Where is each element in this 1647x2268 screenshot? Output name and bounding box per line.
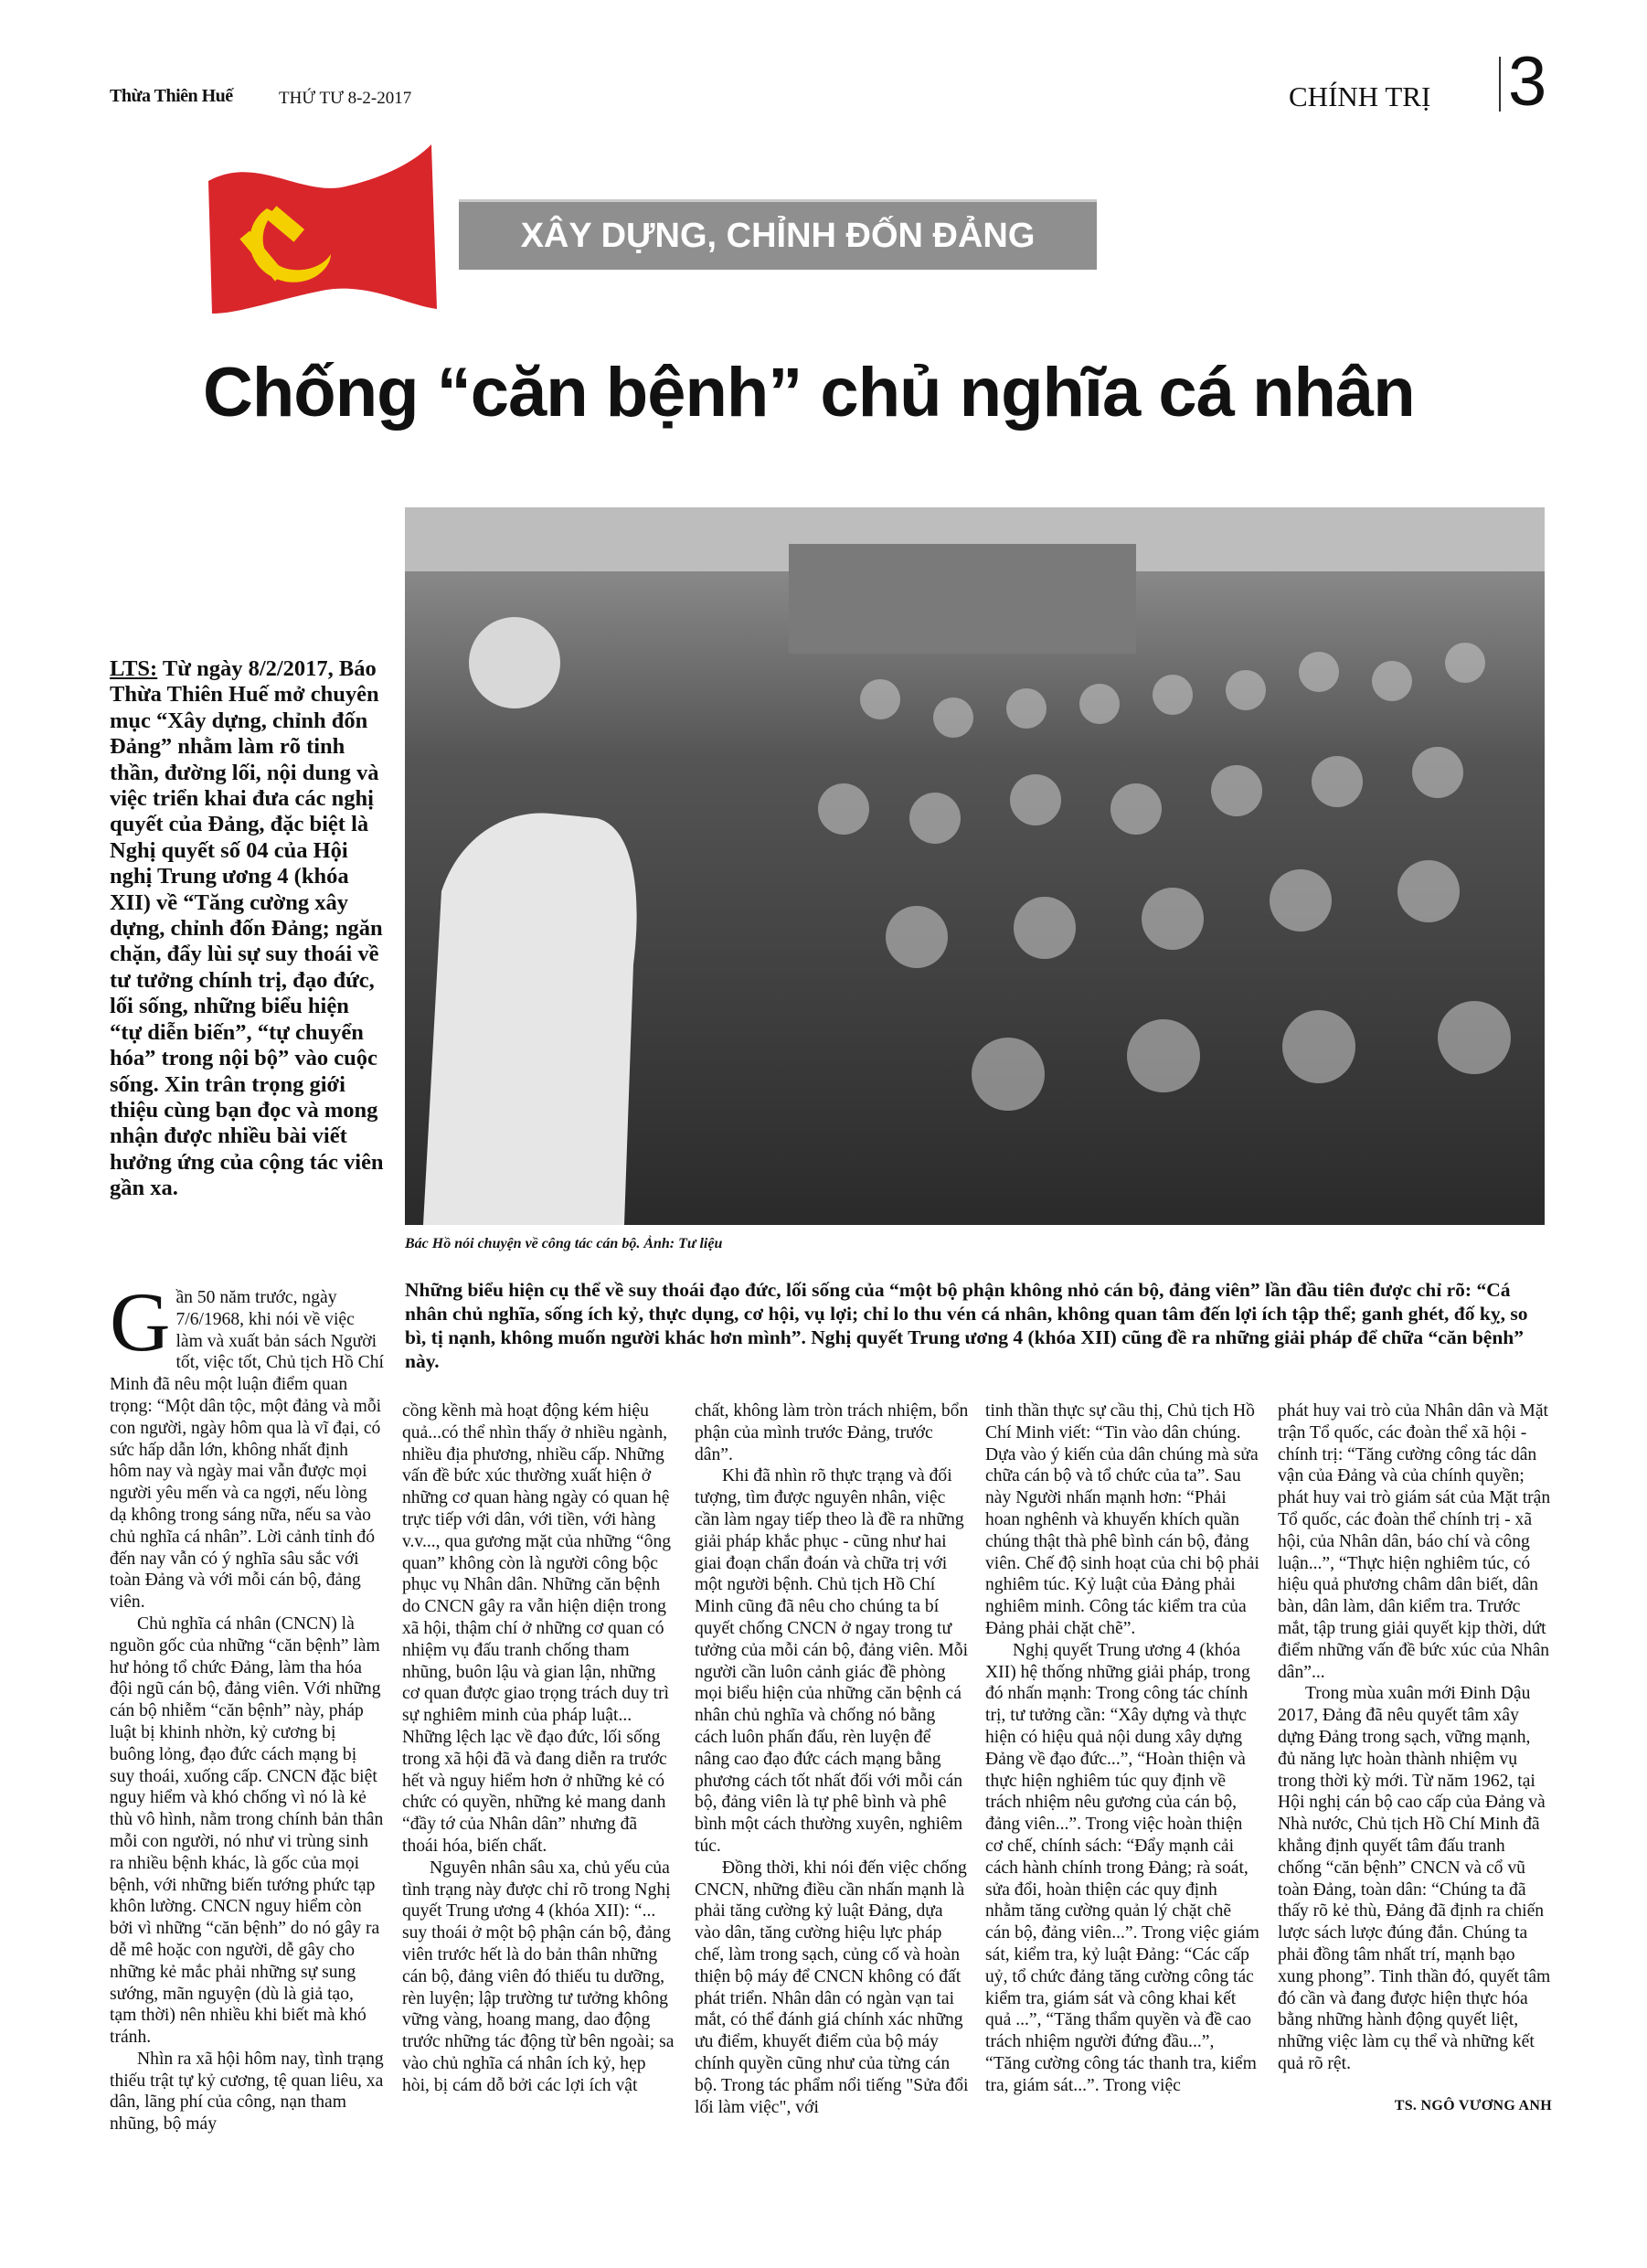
body-paragraph: Nguyên nhân sâu xa, chủ yếu của tình trạng này được chỉ rõ trong Nghị quyết Trung ương 4 (khóa XII): “... suy thoái ở một bộ phận cán bộ, đảng viên trước hết là do bản thân những cán bộ, đảng viên đó thiếu tu dưỡng, rèn luyện; lập trường tư tưởng không vững vàng, hoang mang, dao động trước những tác động từ bên ngoài; sa vào chủ nghĩa cá nhân ích kỷ, hẹp hòi, bị cám dỗ bởi các lợi ích vật <box>402 1858 675 2095</box>
body-paragraph: tinh thần thực sự cầu thị, Chủ tịch Hồ Chí Minh viết: “Tin vào dân chúng. Dựa vào ý kiến của dân chúng mà sửa chữa cán bộ và tổ chức của ta”. Sau này Người nhấn mạnh hơn: “Phải hoan nghênh và khuyến khích quần chúng thật thà phê bình cán bộ, đảng viên. Chế độ sinh hoạt của chi bộ phải nghiêm túc. Kỷ luật của Đảng phải nghiêm minh. Công tác kiểm tra của Đảng phải chặt chẽ”. <box>985 1401 1259 1638</box>
body-paragraph: Nhìn ra xã hội hôm nay, tình trạng thiếu trật tự kỷ cương, tệ quan liêu, xa dân, lãng phí của công, nạn tham nhũng, bộ máy <box>110 2049 384 2135</box>
page-number: 3 <box>1508 43 1547 121</box>
column-banner-label: XÂY DỰNG, CHỈNH ĐỐN ĐẢNG <box>520 217 1036 255</box>
body-column-1 <box>110 1275 384 2135</box>
editor-note-text: Từ ngày 8/2/2017, Báo Thừa Thiên Huế mở chuyên mục “Xây dựng, chỉnh đốn Đảng” nhằm làm rõ tinh thần, đường lối, nội dung và việc triển khai đưa các nghị quyết của Đảng, đặc biệt là Nghị quyết số 04 của Hội nghị Trung ương 4 (khóa XII) về “Tăng cường xây dựng, chỉnh đốn Đảng; ngăn chặn, đẩy lùi sự suy thoái về tư tưởng chính trị, đạo đức, lối sống, những biểu hiện “tự diễn biến”, “tự chuyển hóa” trong nội bộ” vào cuộc sống. Xin trân trọng giới thiệu cùng bạn đọc và mong nhận được nhiều bài viết hưởng ứng của cộng tác viên gần xa. <box>110 656 384 1201</box>
author-byline: TS. NGÔ VƯƠNG ANH <box>1394 2097 1552 2114</box>
article-title <box>203 352 1546 434</box>
article-lead: Những biểu hiện cụ thể về suy thoái đạo đức, lối sống của “một bộ phận không nhỏ cán bộ, đảng viên” lần đầu tiên được chỉ rõ: “Cá nhân chủ nghĩa, sống ích kỷ, thực dụng, cơ hội, vụ lợi; chỉ lo thu vén cá nhân, không quan tâm đến lợi ích tập thể; ganh ghét, đố kỵ, so bì, tị nạnh, không muốn người khác hơn mình”. Nghị quyết Trung ương 4 (khóa XII) cũng đề ra những giải pháp để chữa “căn bệnh” này. <box>405 1279 1528 1372</box>
article-photo <box>405 507 1545 1225</box>
issue-date: THỨ TƯ 8-2-2017 <box>279 89 412 108</box>
body-column-3 <box>695 1400 969 2118</box>
body-column-5 <box>1278 1400 1552 2117</box>
body-paragraph: ần 50 năm trước, ngày 7/6/1968, khi nói về việc làm và xuất bản sách Người tốt, việc tốt, Chủ tịch Hồ Chí Minh đã nêu một luận điểm quan trọng: “Một dân tộc, một đảng và mỗi con người, ngày hôm qua là vĩ đại, có sức hấp dẫn lớn, không nhất định hôm nay và ngày mai vẫn được mọi người yêu mến và ca ngợi, nếu lòng dạ không trong sáng nữa, nếu sa vào chủ nghĩa cá nhân”. Lời cảnh tỉnh đó đến nay vẫn có ý nghĩa sâu sắc với toàn Đảng và với mỗi cán bộ, đảng viên. <box>110 1288 384 1613</box>
body-paragraph: Khi đã nhìn rõ thực trạng và đối tượng, tìm được nguyên nhân, việc cần làm ngay tiếp theo là đề ra những giải pháp khắc phục - cũng như hai giai đoạn chẩn đoán và chữa trị với một người bệnh. Chủ tịch Hồ Chí Minh cũng đã nêu cho chúng ta bí quyết chống CNCN ở ngay trong tư tưởng của mỗi cán bộ, đảng viên. Mỗi người cần luôn cảnh giác đề phòng mọi biểu hiện của những căn bệnh cá nhân chủ nghĩa và chống nó bằng cách luôn phấn đấu, rèn luyện để nâng cao đạo đức cách mạng bằng phương cách tốt nhất đối với mỗi cán bộ, đảng viên là tự phê bình và phê bình một cách thường xuyên, nghiêm túc. <box>695 1466 969 1856</box>
section-name: CHÍNH TRỊ <box>1289 80 1431 112</box>
header-divider <box>1499 57 1501 112</box>
body-paragraph: Đồng thời, khi nói đến việc chống CNCN, những điều cần nhấn mạnh là phải tăng cường kỷ luật Đảng, dựa vào dân, tăng cường hiệu lực pháp chế, làm trong sạch, củng cố và hoàn thiện bộ máy để CNCN không có đất phát triển. Nhân dân có ngàn vạn tai mắt, có thể đánh giá chính xác những ưu điểm, khuyết điểm của bộ máy chính quyền cũng như của từng cán bộ. Trong tác phẩm nổi tiếng "Sửa đổi lối làm việc", với <box>695 1858 969 2117</box>
body-paragraph: Trong mùa xuân mới Đinh Dậu 2017, Đảng đã nêu quyết tâm xây dựng Đảng trong sạch, vững mạnh, đủ năng lực hoàn thành nhiệm vụ trong thời kỳ mới. Từ năm 1962, tại Hội nghị cán bộ cao cấp của Đảng và Nhà nước, Chủ tịch Hồ Chí Minh đã khẳng định quyết tâm đấu tranh chống “căn bệnh” CNCN và cổ vũ toàn Đảng, toàn dân: “Chúng ta đã thấy rõ kẻ thù, Đảng đã định ra chiến lược sách lược đúng đắn. Chúng ta phải đồng tâm nhất trí, mạnh bạo xung phong”. Tinh thần đó, quyết tâm đó cần và đang được hiện thực hóa bằng những hành động quyết liệt, những việc làm cụ thể và những kết quả rõ rệt. <box>1278 1684 1551 2073</box>
body-paragraph: Chủ nghĩa cá nhân (CNCN) là nguồn gốc của những “căn bệnh” làm hư hỏng tổ chức Đảng, làm tha hóa đội ngũ cán bộ, đảng viên. Với những cán bộ nhiễm “căn bệnh” này, pháp luật bị khinh nhờn, kỷ cương bị buông lỏng, đạo đức cách mạng bị suy thoái, xuống cấp. CNCN đặc biệt nguy hiểm và khó chống vì nó là kẻ thù vô hình, nằm trong chính bản thân mỗi con người, nó như vi trùng sinh ra nhiều bệnh khác, là gốc của mọi bệnh, với những biến tướng phức tạp khôn lường. CNCN nguy hiểm còn bởi vì những “căn bệnh” do nó gây ra dễ mê hoặc con người, dễ gây cho những kẻ mắc phải những sự sung sướng, mãn nguyện (dù là giả tạo, tạm thời) nên nhiều khi biết mà khó tránh. <box>110 1613 384 2048</box>
body-paragraph: cồng kềnh mà hoạt động kém hiệu quả...có thể nhìn thấy ở nhiều ngành, nhiều địa phương, nhiều cấp. Những vấn đề bức xúc thường xuất hiện ở những cơ quan hàng ngày có quan hệ trực tiếp với dân, với tiền, với hàng v.v..., qua gương mặt của những “ông quan” không còn là người công bộc phục vụ Nhân dân. Những căn bệnh do CNCN gây ra vẫn hiện diện trong xã hội, thậm chí ở những cơ quan có nhiệm vụ đấu tranh chống tham nhũng, buôn lậu và gian lận, những cơ quan được giao trọng trách duy trì sự nghiêm minh của pháp luật... Những lệch lạc về đạo đức, lối sống trong xã hội đã và đang diễn ra trước hết và nguy hiểm hơn ở những kẻ có chức có quyền, những kẻ mang danh “đầy tớ của Nhân dân” nhưng đã thoái hóa, biến chất. <box>402 1401 672 1856</box>
drop-cap: G <box>110 1275 171 1368</box>
body-paragraph: chất, không làm tròn trách nhiệm, bổn phận của mình trước Đảng, trước dân”. <box>695 1401 969 1464</box>
article-title-text: Chống “căn bệnh” chủ nghĩa cá nhân <box>203 354 1415 431</box>
body-column-2 <box>402 1400 676 2097</box>
editor-note-label: LTS: <box>110 656 158 681</box>
photo-caption: Bác Hồ nói chuyện về công tác cán bộ. Ảnh: Tư liệu <box>405 1236 723 1251</box>
body-paragraph: Nghị quyết Trung ương 4 (khóa XII) hệ thống những giải pháp, trong đó nhấn mạnh: Trong công tác chính trị, tư tưởng cần: “Xây dựng và thực hiện có hiệu quả nội dung xây dựng Đảng về đạo đức...”, “Hoàn thiện và thực hiện nghiêm túc quy định về trách nhiệm nêu gương của cán bộ, đảng viên...”. Trong việc hoàn thiện cơ chế, chính sách: “Đẩy mạnh cải cách hành chính trong Đảng; rà soát, sửa đổi, hoàn thiện các quy định nhằm tăng cường quản lý chặt chẽ cán bộ, đảng viên...”. Trong việc giám sát, kiểm tra, kỷ luật Đảng: “Các cấp uỷ, tổ chức đảng tăng cường công tác kiểm tra, giám sát và công khai kết quả ...”, “Tăng thẩm quyền và đề cao trách nhiệm người đứng đầu...”, “Tăng cường công tác thanh tra, kiểm tra, giám sát...”. Trong việc <box>985 1640 1259 2095</box>
body-paragraph: phát huy vai trò của Nhân dân và Mặt trận Tổ quốc, các đoàn thể xã hội - chính trị: “Tăng cường công tác dân vận của Đảng và của chính quyền; phát huy vai trò giám sát của Mặt trận Tổ quốc, các đoàn thể chính trị - xã hội, của Nhân dân, báo chí và công luận...”, “Thực hiện nghiêm túc, có hiệu quả phương châm dân biết, dân bàn, dân làm, dân kiểm tra. Trước mắt, tập trung giải quyết kịp thời, dứt điểm những vấn đề bức xúc của Nhân dân”... <box>1278 1401 1551 1682</box>
editor-note <box>110 656 384 1202</box>
party-flag-icon <box>203 144 441 318</box>
newspaper-logo: Thừa Thiên Huế <box>110 86 233 106</box>
column-banner <box>459 199 1097 270</box>
body-column-4 <box>985 1400 1259 2097</box>
